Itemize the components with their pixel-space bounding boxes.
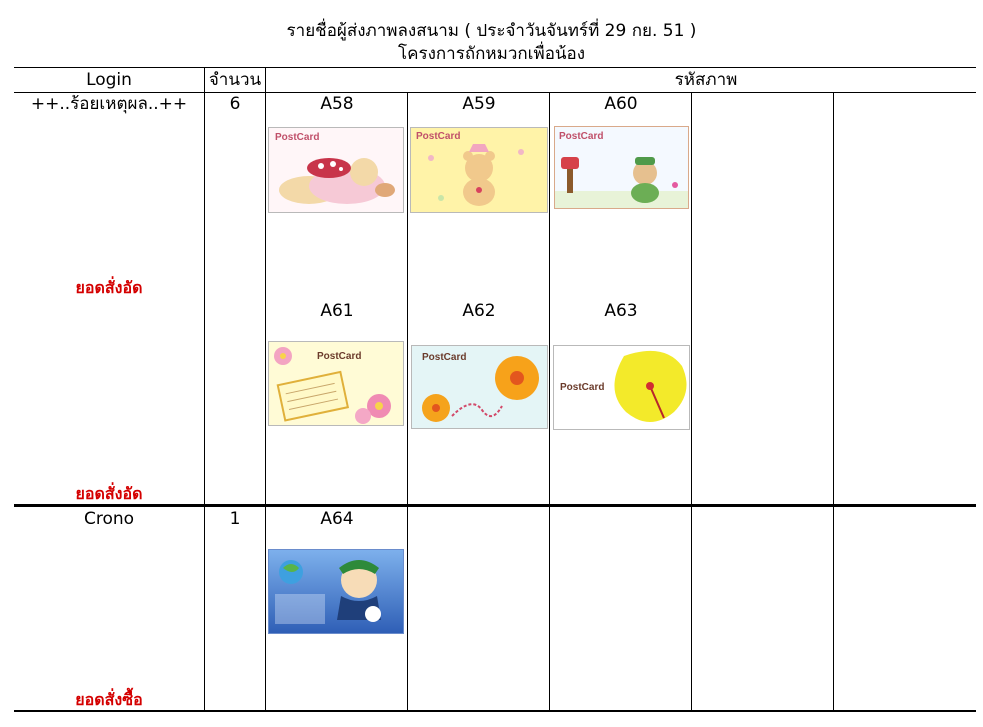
postcard-image-a63[interactable] xyxy=(553,345,690,430)
postcard-image-a60[interactable] xyxy=(554,126,689,209)
row2-status-bottom: ยอดสั่งซื้อ xyxy=(75,690,143,709)
card-code-a62: A62 xyxy=(462,301,496,321)
card-code-a60: A60 xyxy=(604,94,638,114)
postcard-image-a58[interactable] xyxy=(268,127,404,213)
header-login: Login xyxy=(86,70,132,90)
postcard-label: PostCard xyxy=(560,382,605,393)
card-code-a59: A59 xyxy=(462,94,496,114)
postcard-label: PostCard xyxy=(317,351,362,362)
postcard-image-a64[interactable] xyxy=(268,549,404,634)
postcard-label: PostCard xyxy=(559,131,604,142)
row2-login: Crono xyxy=(83,509,135,529)
row1-login: ++..ร้อยเหตุผล..++ xyxy=(30,94,188,114)
page-title: รายชื่อผู้ส่งภาพลงสนาม ( ประจำวันจันทร์ที่ 29 กย. 51 ) xyxy=(286,21,697,41)
page-subtitle: โครงการถักหมวกเพื่อน้อง xyxy=(397,44,586,64)
row1-count: 6 xyxy=(229,94,241,114)
postcard-image-a59[interactable] xyxy=(410,127,548,213)
card-code-a63: A63 xyxy=(604,301,638,321)
postcard-image-a61[interactable] xyxy=(268,341,404,426)
postcard-label: PostCard xyxy=(275,132,320,143)
cartoon-boy-globe-illustration xyxy=(269,550,403,633)
header-code: รหัสภาพ xyxy=(674,70,738,90)
row2-count: 1 xyxy=(229,509,241,529)
row1-status-bottom: ยอดสั่งอัด xyxy=(75,484,143,503)
header-count: จำนวน xyxy=(208,70,262,90)
postcard-label: PostCard xyxy=(422,352,467,363)
card-code-a58: A58 xyxy=(320,94,354,114)
postcard-image-a62[interactable] xyxy=(411,345,548,429)
row1-status-top: ยอดสั่งอัด xyxy=(75,278,143,297)
card-code-a61: A61 xyxy=(320,301,354,321)
card-code-a64: A64 xyxy=(320,509,354,529)
postcard-label: PostCard xyxy=(416,131,461,142)
